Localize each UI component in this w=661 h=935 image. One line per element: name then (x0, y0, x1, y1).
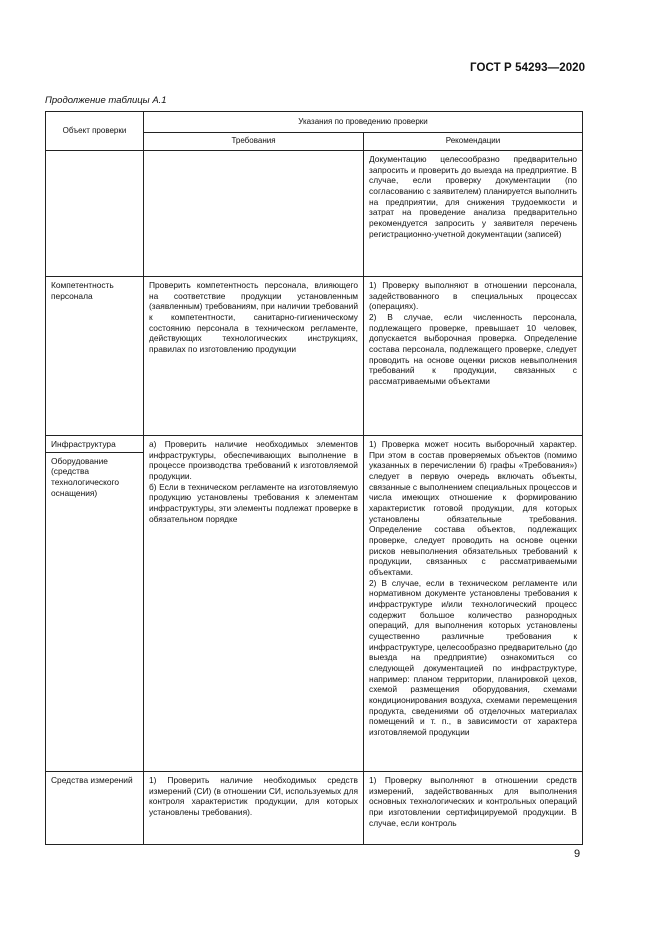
object-cell (46, 151, 144, 277)
recommendations-cell: 1) Проверка может носить выборочный характер. При этом в состав проверяемых объектов (помимо указанных в перечислении б) графы «Требования») следует в первую очередь включать объекты, связанные с выполнением специальных процессов и числа имеющих отношение к формированию характеристик готовой продукции, для которых установлены обязательные требования. Определение состава объектов, подлежащих проверке, следует проводить на основе оценки рисков невыполнения обязательных требований к продукции, связанных с рассматриваемыми объектами. 2) В случае, если в техническом регламенте или нормативном документе установлены требования к инфраструктуре и/или технологический процесс содержит большое количество разнородных операций, для выполнения которых установлены существенно различные требования к инфраструктуре, целесообразно предварительно (до выезда на предприятие) ознакомиться со следующей документацией по инфраструктуре, например: планом территории, планировкой цехов, схемой размещения оборудования, схемами кондиционирования воздуха, схемами перемещения продукта, сведениями об отделочных материалах помещений и т. п., в зависимости от характера изготовляемой продукции (364, 436, 583, 772)
header-group: Указания по проведению проверки (144, 112, 583, 133)
standard-designation: ГОСТ Р 54293—2020 (470, 62, 586, 74)
header-object: Объект проверки (46, 112, 144, 151)
object-cell (46, 436, 144, 772)
requirements-cell: Проверить компетентность персонала, влияющего на соответствие продукции установленным (заявленным) требованиям, при наличии требований к компетентности, санитарно-гигиеническому состоянию персонала в техническом регламенте, действующих технологических инструкциях, правилах по изготовлению продукции (144, 277, 364, 436)
table-row (46, 277, 583, 436)
table-row (46, 772, 583, 845)
object-equipment: Оборудование (средства технологического оснащения) (46, 452, 143, 499)
header-recommendations: Рекомендации (364, 133, 583, 151)
object-cell: Средства измерений (46, 772, 144, 845)
header-requirements: Требования (144, 133, 364, 151)
requirements-table (45, 111, 583, 845)
table-row (46, 436, 583, 772)
object-cell: Компетентность персонала (46, 277, 144, 436)
recommendations-cell: Документацию целесообразно предварительно запросить и проверить до выезда на предприятие. В случае, если проверку документации (по согласованию с заявителем) планируется выполнить на предприятии, для снижения трудоемкости и затрат на проведение анализа предварительно рекомендуется запросить у заявителя перечень регистрационно-учетной документации (записей) (364, 151, 583, 277)
object-infrastructure: Инфраструктура (51, 439, 116, 449)
table-caption: Продолжение таблицы А.1 (45, 95, 167, 106)
table-row (46, 151, 583, 277)
requirements-cell: а) Проверить наличие необходимых элементов инфраструктуры, обеспечивающих выполнение в процессе производства требований к изготовляемой продукции. б) Если в техническом регламенте на изготовляемую продукцию установлены требования к элементам инфраструктуры, эти элементы подлежат проверке в обязательном порядке (144, 436, 364, 772)
recommendations-cell: 1) Проверку выполняют в отношении персонала, задействованного в специальных процессах (операциях). 2) В случае, если численность персонала, подлежащего проверке, превышает 10 человек, допускается выборочная проверка. Определение состава персонала, подлежащего проверке, следует проводить на основе оценки рисков невыполнения требований к продукции, связанных с рассматриваемыми объектами (364, 277, 583, 436)
page-number: 9 (574, 848, 581, 860)
requirements-cell (144, 151, 364, 277)
recommendations-cell: 1) Проверку выполняют в отношении средств измерений, задействованных для выполнения основных технологических и контрольных операций при изготовлении сертифицируемой продукции. В случае, если контроль (364, 772, 583, 845)
requirements-cell: 1) Проверить наличие необходимых средств измерений (СИ) (в отношении СИ, используемых для контроля характеристик продукции, для которых установлены требования). (144, 772, 364, 845)
